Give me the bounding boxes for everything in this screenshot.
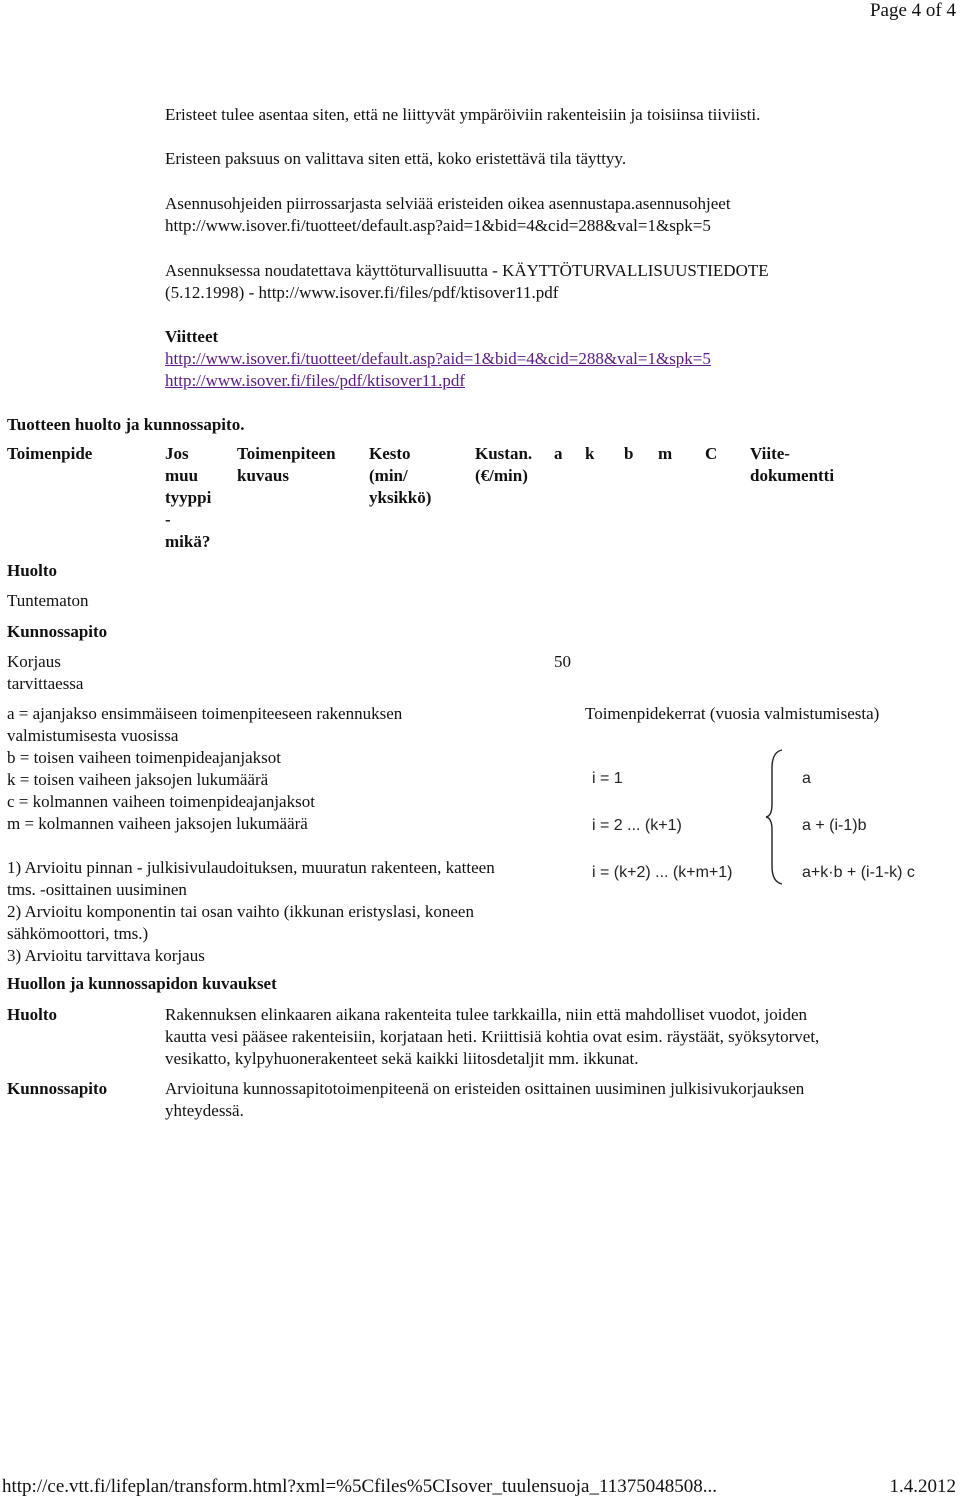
column-jos-line-1: Jos — [165, 444, 189, 463]
curly-brace-icon — [764, 748, 786, 886]
formula-row-3-left: i = (k+2) ... (k+m+1) — [592, 864, 733, 881]
legend-line-2: valmistumisesta vuosissa — [7, 726, 179, 745]
description-huolto-line-1: Rakennuksen elinkaaren aikana rakenteita tulee tarkkailla, niin että mahdolliset vuodot, joiden — [165, 1005, 807, 1024]
column-kustan-line-2: (€/min) — [475, 466, 528, 485]
legend-line-3: b = toisen vaiheen toimenpideajanjaksot — [7, 748, 281, 767]
legend-line-5: c = kolmannen vaiheen toimenpideajanjaksot — [7, 792, 315, 811]
column-jos-line-4: - — [165, 510, 171, 529]
note-line-3: 2) Arvioitu komponentin tai osan vaihto (ikkunan eristyslasi, koneen — [7, 902, 474, 921]
row-korjaus-a-value: 50 — [554, 652, 571, 671]
column-toimenpide: Toimenpide — [7, 444, 93, 463]
formula-row-2-right: a + (i-1)b — [802, 817, 867, 834]
description-huolto-line-2: kautta vesi pääsee rakenteisiin, korjataan heti. Kriittisiä kohtia ovat esim. räystäät, syöksytorvet, — [165, 1027, 820, 1046]
intro-paragraph-3-line-2: http://www.isover.fi/tuotteet/default.asp?aid=1&bid=4&cid=288&val=1&spk=5 — [165, 216, 711, 235]
column-jos-line-2: muu — [165, 466, 199, 485]
description-huolto-line-3: vesikatto, kylpyhuonerakenteet sekä kaikki liitosdetaljit mm. ikkunat. — [165, 1049, 639, 1068]
row-tuntematon: Tuntematon — [7, 591, 89, 610]
row-huolto: Huolto — [7, 561, 58, 580]
column-kesto-line-1: Kesto — [369, 444, 411, 463]
note-line-2: tms. -osittainen uusiminen — [7, 880, 187, 899]
footer-url: http://ce.vtt.fi/lifeplan/transform.html?xml=%5Cfiles%5CIsover_tuulensuoja_11375048508... — [2, 1476, 718, 1497]
intro-paragraph-4-line-2: (5.12.1998) - http://www.isover.fi/files/pdf/ktisover11.pdf — [165, 283, 559, 302]
row-korjaus-line-2: tarvittaessa — [7, 674, 84, 693]
row-korjaus-line-1: Korjaus — [7, 652, 61, 671]
column-jos-line-3: tyyppi — [165, 488, 212, 507]
description-huolto-label: Huolto — [7, 1005, 58, 1024]
descriptions-title: Huollon ja kunnossapidon kuvaukset — [7, 974, 277, 993]
description-kunnossapito-line-2: yhteydessä. — [165, 1101, 244, 1120]
column-kesto-line-2: (min/ — [369, 466, 408, 485]
legend-line-6: m = kolmannen vaiheen jaksojen lukumäärä — [7, 814, 308, 833]
column-kesto-line-3: yksikkö) — [369, 488, 432, 507]
column-m: m — [658, 444, 673, 463]
intro-paragraph-3-line-1: Asennusohjeiden piirrossarjasta selviää eristeiden oikea asennustapa.asennusohjeet — [165, 194, 731, 213]
row-kunnossapito: Kunnossapito — [7, 622, 108, 641]
formula-row-1-left: i = 1 — [592, 770, 623, 787]
column-jos-line-5: mikä? — [165, 532, 211, 551]
note-line-1: 1) Arvioitu pinnan - julkisivulaudoituksen, muuratun rakenteen, katteen — [7, 858, 495, 877]
page-number: Page 4 of 4 — [869, 0, 956, 21]
description-kunnossapito-line-1: Arvioituna kunnossapitotoimenpiteenä on eristeiden osittainen uusiminen julkisivukorjauksen — [165, 1079, 805, 1098]
note-line-5: 3) Arvioitu tarvittava korjaus — [7, 946, 205, 965]
reference-link-2[interactable]: http://www.isover.fi/files/pdf/ktisover11.pdf — [165, 371, 465, 390]
intro-paragraph-1: Eristeet tulee asentaa siten, että ne liittyvät ympäröiviin rakenteisiin ja toisiinsa tiiviisti. — [165, 105, 761, 124]
column-kuvaus-line-1: Toimenpiteen — [237, 444, 336, 463]
intro-paragraph-2: Eristeen paksuus on valittava siten että, koko eristettävä tila täyttyy. — [165, 149, 627, 168]
column-viite-line-2: dokumentti — [750, 466, 835, 485]
formula-row-3-right: a+k·b + (i-1-k) c — [802, 864, 915, 881]
formula-title: Toimenpidekerrat (vuosia valmistumisesta) — [585, 704, 880, 723]
column-kustan-line-1: Kustan. — [475, 444, 533, 463]
note-line-4: sähkömoottori, tms.) — [7, 924, 149, 943]
formula-row-1-right: a — [802, 770, 811, 787]
maintenance-title: Tuotteen huolto ja kunnossapito. — [7, 415, 245, 434]
column-b: b — [624, 444, 634, 463]
footer-date: 1.4.2012 — [889, 1476, 956, 1497]
column-viite-line-1: Viite- — [750, 444, 790, 463]
references-title: Viitteet — [165, 327, 219, 346]
intro-paragraph-4-line-1: Asennuksessa noudatettava käyttöturvallisuutta - KÄYTTÖTURVALLISUUSTIEDOTE — [165, 261, 769, 280]
description-kunnossapito-label: Kunnossapito — [7, 1079, 108, 1098]
reference-link-1[interactable]: http://www.isover.fi/tuotteet/default.asp?aid=1&bid=4&cid=288&val=1&spk=5 — [165, 349, 711, 368]
formula-row-2-left: i = 2 ... (k+1) — [592, 817, 682, 834]
legend-line-1: a = ajanjakso ensimmäiseen toimenpiteeseen rakennuksen — [7, 704, 403, 723]
legend-line-4: k = toisen vaiheen jaksojen lukumäärä — [7, 770, 269, 789]
column-a: a — [554, 444, 563, 463]
column-kuvaus-line-2: kuvaus — [237, 466, 289, 485]
column-c: C — [705, 444, 718, 463]
column-k: k — [585, 444, 595, 463]
